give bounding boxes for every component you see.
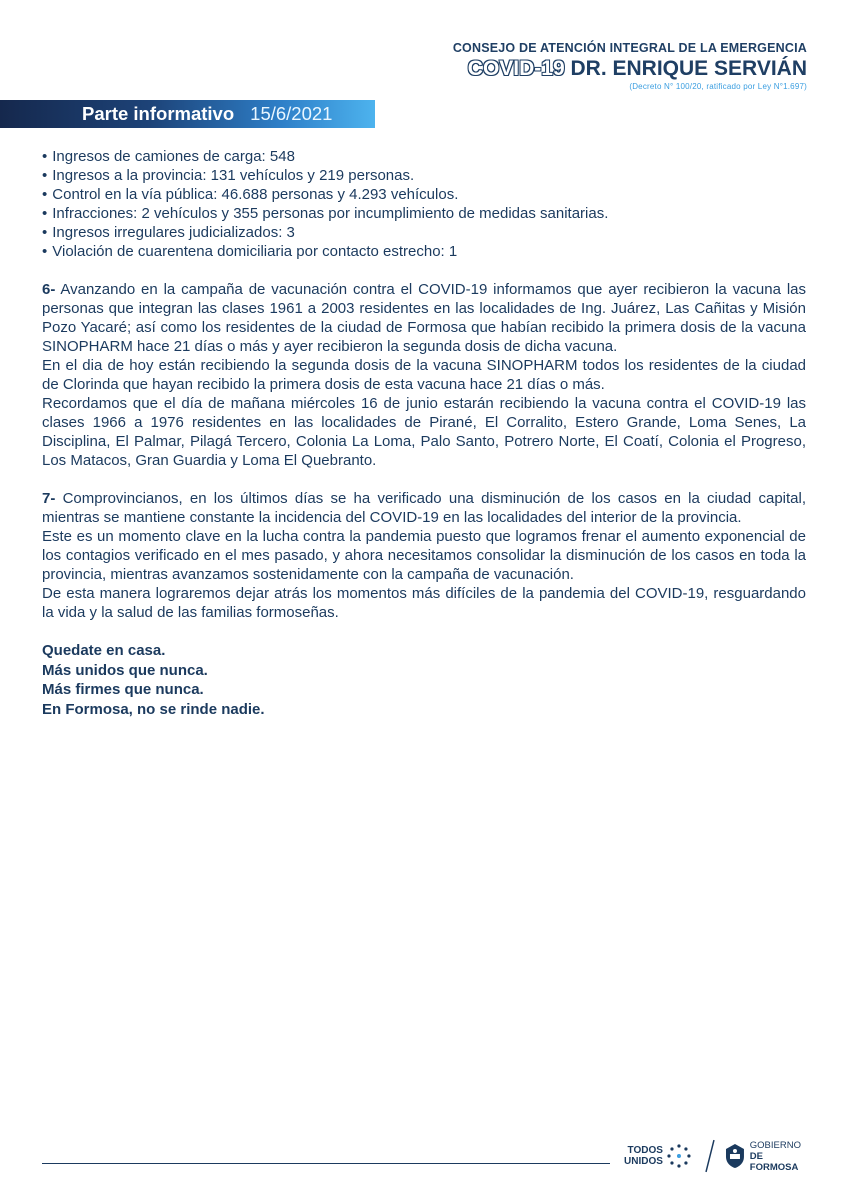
section-number: 6- xyxy=(42,281,56,298)
list-item: • Ingresos a la provincia: 131 vehículos y 219 personas. xyxy=(42,166,806,185)
doctor-name: DR. ENRIQUE SERVIÁN xyxy=(570,57,807,80)
header-title xyxy=(453,57,807,81)
gobierno-formosa-logo xyxy=(750,1140,814,1173)
stars-icon xyxy=(666,1143,692,1169)
slogan-line: Más unidos que nunca. xyxy=(42,661,208,679)
section-7 xyxy=(42,489,806,622)
document-header xyxy=(453,41,807,91)
banner-date: 15/6/2021 xyxy=(250,103,333,124)
section-6-paragraph-2: En el dia de hoy están recibiendo la segunda dosis de la vacuna SINOPHARM todos los residentes de la ciudad de Clorinda que hayan recibido la primera dosis de esta vacuna hace 21 días o más. xyxy=(42,357,806,393)
section-6 xyxy=(42,280,806,470)
list-item: • Ingresos de camiones de carga: 548 xyxy=(42,147,806,166)
government-shield-icon xyxy=(724,1143,746,1169)
divider-slash-icon xyxy=(704,1139,716,1173)
council-name: CONSEJO DE ATENCIÓN INTEGRAL DE LA EMERGENCIA xyxy=(452,41,807,55)
statistics-list xyxy=(42,147,806,261)
unidos-text: UNIDOS xyxy=(624,1156,663,1167)
todos-text: TODOS xyxy=(627,1145,663,1156)
slogan-line: Quedate en casa. xyxy=(42,642,166,659)
section-6-paragraph-3: Recordamos que el día de mañana miércoles 16 de junio estarán recibiendo la vacuna contra el COVID-19 las clases 1966 a 1976 residentes en las localidades de Pirané, El Corralito, Estero Grande, Loma Senes, La Disciplina, El Palmar, Pilagá Tercero, Colonia La Loma, Palo Santo, Potrero Norte, El Coatí, Colonia el Progreso, Los Matacos, Gran Guardia y Loma El Quebranto. xyxy=(42,395,806,469)
decree-note: (Decreto N° 100/20, ratificado por Ley N°1.697) xyxy=(629,82,807,91)
paragraph-text: Comprovincianos, en los últimos días se ha verificado una disminución de los casos en la ciudad capital, mientras se mantiene constante la incidencia del COVID-19 en las localidades del interior de la provincia. xyxy=(42,490,807,526)
section-6-paragraph-1 xyxy=(42,280,806,356)
banner-title: Parte informativo xyxy=(82,103,235,124)
slogan-line: Más firmes que nunca. xyxy=(42,681,204,698)
closing-slogans xyxy=(42,641,806,719)
report-body xyxy=(42,147,806,719)
section-number: 7- xyxy=(42,490,56,507)
section-7-paragraph-3: De esta manera lograremos dejar atrás los momentos más difíciles de la pandemia del COVID-19, resguardando la vida y la salud de las familias formoseñas. xyxy=(42,585,806,621)
list-item: • Infracciones: 2 vehículos y 355 personas por incumplimiento de medidas sanitarias. xyxy=(42,204,806,223)
footer-logos xyxy=(624,1138,814,1174)
report-banner xyxy=(0,100,375,128)
list-item: • Control en la vía pública: 46.688 personas y 4.293 vehículos. xyxy=(42,185,806,204)
footer-divider xyxy=(42,1163,610,1164)
paragraph-text: Avanzando en la campaña de vacunación contra el COVID-19 informamos que ayer recibieron la vacuna las personas que integran las clases 1961 a 2003 residentes en las localidades de Ing. Juárez, Las Cañitas y Misión Pozo Yacaré; así como los residentes de la ciudad de Formosa que habían recibido la primera dosis de la vacuna SINOPHARM hace 21 días o más y ayer recibieron la segunda dosis de dicha vacuna. xyxy=(42,281,806,355)
covid-logo-text: COVID-19 xyxy=(467,57,565,80)
formosa-text: DE FORMOSA xyxy=(749,1150,799,1173)
section-7-paragraph-2: Este es un momento clave en la lucha contra la pandemia puesto que logramos frenar el aumento exponencial de los contagios verificado en el mes pasado, y ahora necesitamos consolidar la disminución de los casos en toda la provincia, mientras avanzamos sostenidamente con la campaña de vacunación. xyxy=(42,528,806,583)
todos-unidos-logo xyxy=(624,1145,663,1167)
section-7-paragraph-1 xyxy=(42,489,806,527)
gobierno-text: GOBIERNO xyxy=(749,1139,801,1151)
slogan-line: En Formosa, no se rinde nadie. xyxy=(42,700,265,718)
list-item: • Ingresos irregulares judicializados: 3 xyxy=(42,223,806,242)
list-item: • Violación de cuarentena domiciliaria por contacto estrecho: 1 xyxy=(42,242,806,261)
